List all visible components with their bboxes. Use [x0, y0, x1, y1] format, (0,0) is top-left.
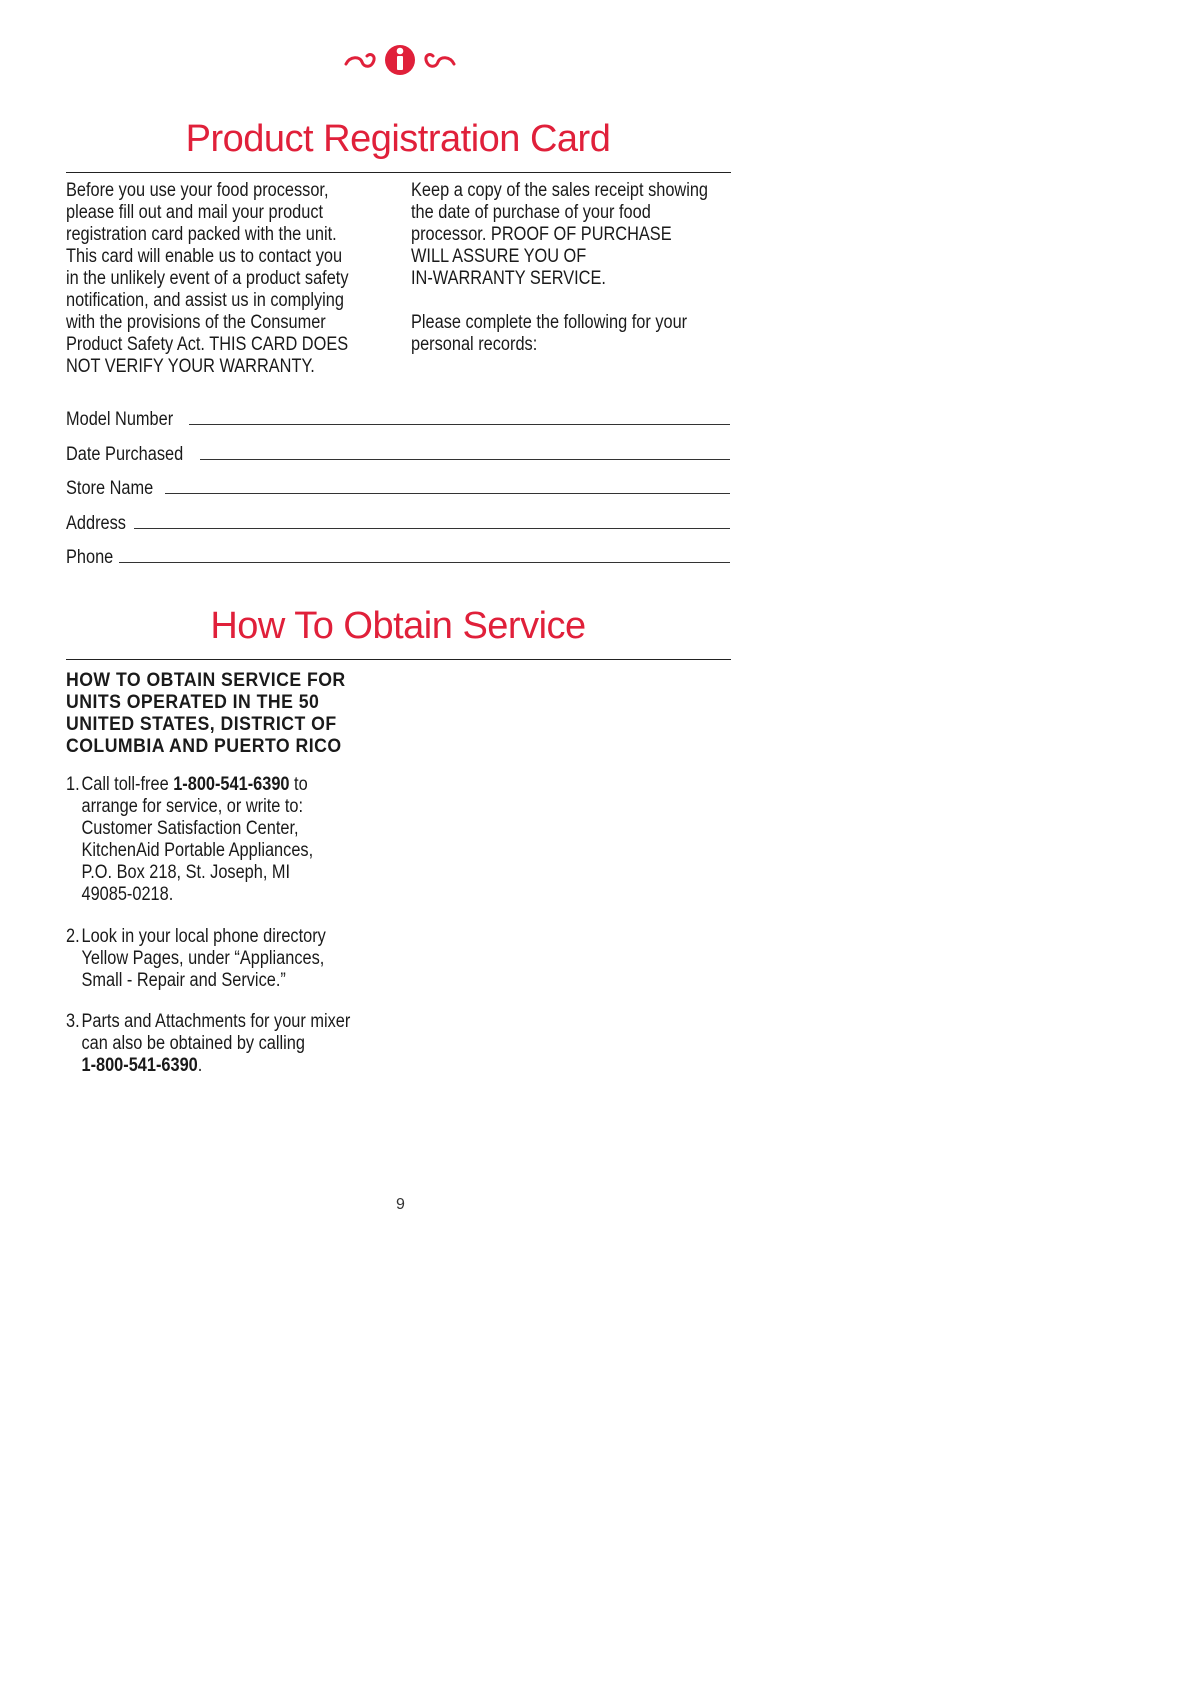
- records-instruction-text: Please complete the following for your personal records:: [411, 312, 688, 355]
- model-number-line[interactable]: [189, 408, 730, 425]
- model-number-label: Model Number: [66, 409, 174, 430]
- service-step-2: [66, 926, 393, 992]
- step-number: 3.: [66, 1011, 80, 1032]
- service-heading: HOW TO OBTAIN SERVICE FOR UNITS OPERATED IN THE 50 UNITED STATES, DISTRICT OF COLUMBIA AND PUERTO RICO: [66, 670, 346, 757]
- phone-line[interactable]: [119, 546, 730, 563]
- step-text: Parts and Attachments for your mixer can also be obtained by calling: [81, 1011, 351, 1054]
- address-line[interactable]: [134, 512, 730, 529]
- date-purchased-field[interactable]: [66, 443, 730, 478]
- step-text-rest: .: [197, 1055, 203, 1076]
- address-field[interactable]: [66, 512, 730, 547]
- service-title: How To Obtain Service: [210, 605, 586, 647]
- step-number: 1.: [66, 774, 80, 795]
- registration-fields: [66, 408, 730, 581]
- step-text-rest: to arrange for service, or write to: Customer Satisfaction Center, KitchenAid Portable Appliances, P.O. Box 218, St. Joseph, MI 49085-0218.: [81, 774, 314, 905]
- phone-label: Phone: [66, 547, 114, 568]
- title-divider: [66, 172, 731, 173]
- service-step-3: [66, 1011, 393, 1077]
- receipt-note-text: Keep a copy of the sales receipt showing the date of purchase of your food processor. PROOF OF PURCHASE WILL ASSURE YOU OF IN-WARRANTY SERVICE.: [411, 180, 709, 289]
- info-ornament-icon: [340, 40, 460, 80]
- service-step-1: [66, 774, 393, 906]
- service-divider: [66, 659, 731, 660]
- parts-phone: 1-800-541-6390: [81, 1055, 198, 1076]
- registration-intro-text: Before you use your food processor, please fill out and mail your product registration card packed with the unit. This card will enable us to contact you in the unlikely event of a product safety notification, and assist us in complying with the provisions of the Consumer Product Safety Act. THIS CARD DOES NOT VERIFY YOUR WARRANTY.: [66, 180, 349, 377]
- store-name-line[interactable]: [165, 477, 730, 494]
- date-purchased-label: Date Purchased: [66, 443, 184, 465]
- model-number-field[interactable]: [66, 408, 730, 443]
- step-text: Look in your local phone directory Yellow Pages, under “Appliances, Small - Repair and Service.”: [81, 926, 326, 991]
- page-number: 9: [396, 1196, 405, 1213]
- store-name-field[interactable]: [66, 477, 730, 512]
- toll-free-phone: 1-800-541-6390: [173, 774, 290, 795]
- date-purchased-line[interactable]: [200, 443, 730, 460]
- address-label: Address: [66, 512, 126, 534]
- step-text: Call toll-free: [81, 774, 174, 795]
- registration-title: Product Registration Card: [185, 118, 611, 160]
- store-name-label: Store Name: [66, 478, 154, 499]
- phone-field[interactable]: [66, 546, 730, 581]
- step-number: 2.: [66, 926, 80, 947]
